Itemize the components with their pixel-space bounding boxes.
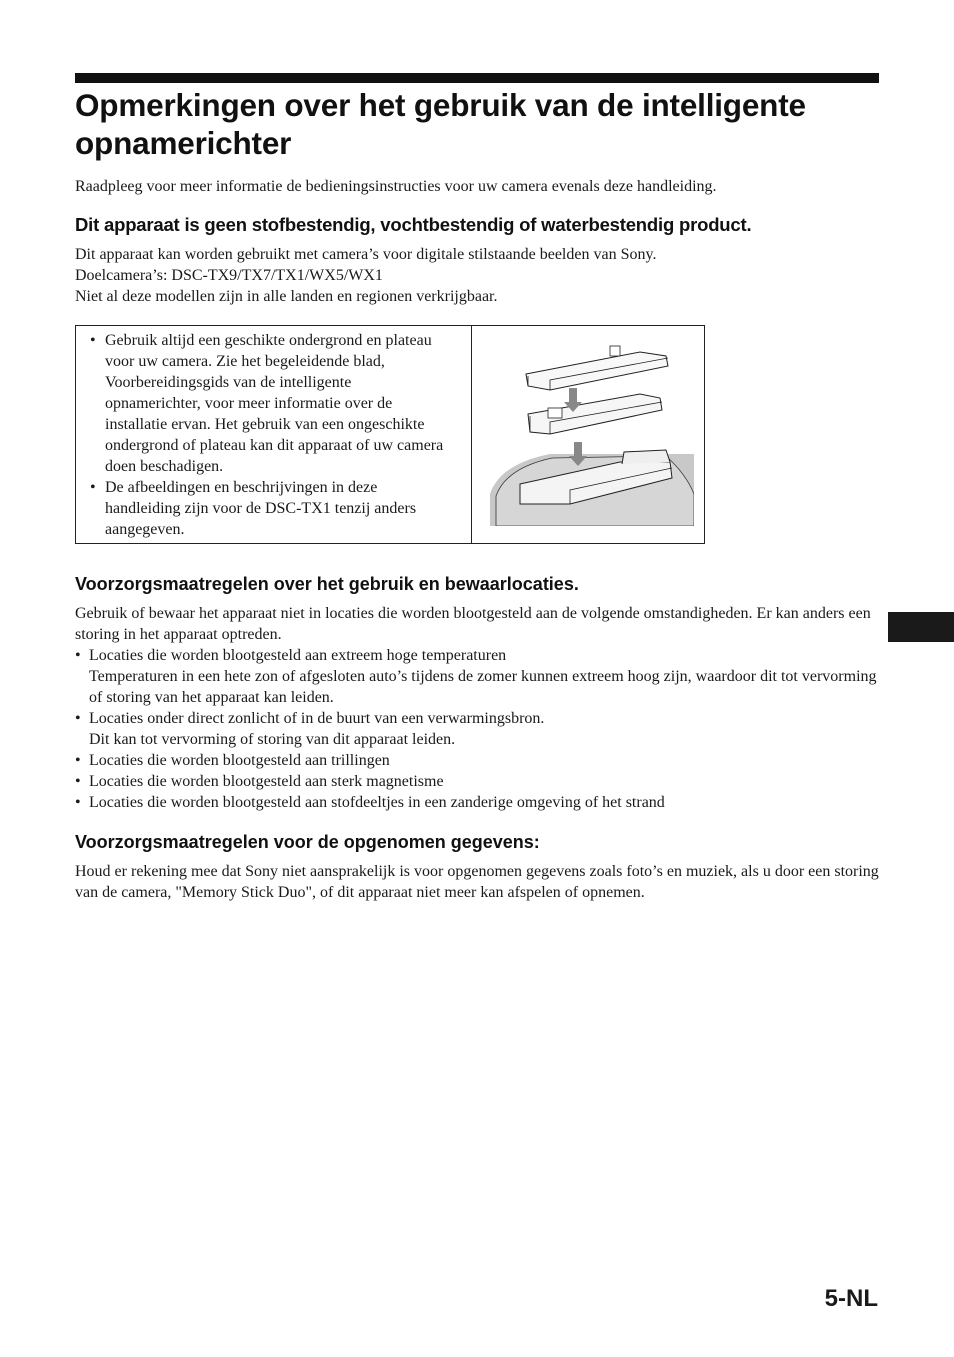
note-bullet: • De afbeeldingen en beschrijvingen in deze handleiding zijn voor de DSC-TX1 tenzij anders aangegeven.	[105, 477, 449, 540]
section-body-compatibility	[75, 244, 879, 307]
target-cameras-line: Doelcamera’s: DSC-TX9/TX7/TX1/WX5/WX1	[75, 267, 383, 284]
note-box-text	[76, 326, 472, 543]
section-heading-storage: Voorzorgsmaatregelen over het gebruik en bewaarlocaties.	[75, 574, 579, 594]
note-box	[75, 325, 705, 544]
language-tab-marker	[888, 612, 954, 642]
top-rule	[75, 73, 879, 83]
list-item	[89, 708, 879, 750]
list-item-main: Locaties die worden blootgesteld aan stofdeeltjes in een zanderige omgeving of het strand	[89, 794, 665, 811]
section-body-storage	[75, 603, 879, 813]
storage-location-list	[75, 645, 879, 813]
list-item-detail: Temperaturen in een hete zon of afgesloten auto’s tijdens de zomer kunnen extreem hoog zijn, waardoor dit tot vervorming of storing van het apparaat kan leiden.	[89, 668, 877, 706]
list-item-main: Locaties onder direct zonlicht of in de buurt van een verwarmingsbron.	[89, 710, 545, 727]
section-heading-recorded-data: Voorzorgsmaatregelen voor de opgenomen gegevens:	[75, 832, 540, 852]
assembly-illustration	[472, 326, 704, 543]
availability-line: Niet al deze modellen zijn in alle landen en regionen verkrijgbaar.	[75, 288, 498, 305]
list-item	[89, 645, 879, 708]
list-item-main: Locaties die worden blootgesteld aan trillingen	[89, 752, 390, 769]
list-item-detail: Dit kan tot vervorming of storing van dit apparaat leiden.	[89, 731, 456, 748]
compatibility-line: Dit apparaat kan worden gebruikt met camera’s voor digitale stilstaande beelden van Sony.	[75, 246, 657, 263]
note-bullet: • Gebruik altijd een geschikte ondergrond en plateau voor uw camera. Zie het begeleidende blad, Voorbereidingsgids van de intelligente opnamerichter, voor meer informatie over de installatie ervan. Het gebruik van een ongeschikte ondergrond of plateau kan dit apparaat of uw camera doen beschadigen.	[105, 330, 449, 477]
recorded-data-paragraph: Houd er rekening mee dat Sony niet aansprakelijk is voor opgenomen gegevens zoals foto’s en muziek, als u door een storing van de camera, "Memory Stick Duo", of dit apparaat niet meer kan afspelen of opnemen.	[75, 863, 879, 901]
page-title: Opmerkingen over het gebruik van de intelligente opnamerichter	[75, 87, 806, 161]
intro-text: Raadpleeg voor meer informatie de bedieningsinstructies voor uw camera evenals deze handleiding.	[75, 178, 717, 195]
list-item	[89, 771, 879, 792]
storage-paragraph: Gebruik of bewaar het apparaat niet in locaties die worden blootgesteld aan de volgende omstandigheden. Er kan anders een storing in het apparaat optreden.	[75, 605, 871, 643]
list-item-main: Locaties die worden blootgesteld aan extreem hoge temperaturen	[89, 647, 507, 664]
list-item	[89, 792, 879, 813]
dock-assembly-illustration	[490, 344, 694, 526]
section-heading-waterproof: Dit apparaat is geen stofbestendig, vochtbestendig of waterbestendig product.	[75, 214, 752, 235]
page-number: 5-NL	[824, 1285, 878, 1312]
section-body-recorded-data	[75, 861, 879, 903]
list-item	[89, 750, 879, 771]
list-item-main: Locaties die worden blootgesteld aan sterk magnetisme	[89, 773, 444, 790]
